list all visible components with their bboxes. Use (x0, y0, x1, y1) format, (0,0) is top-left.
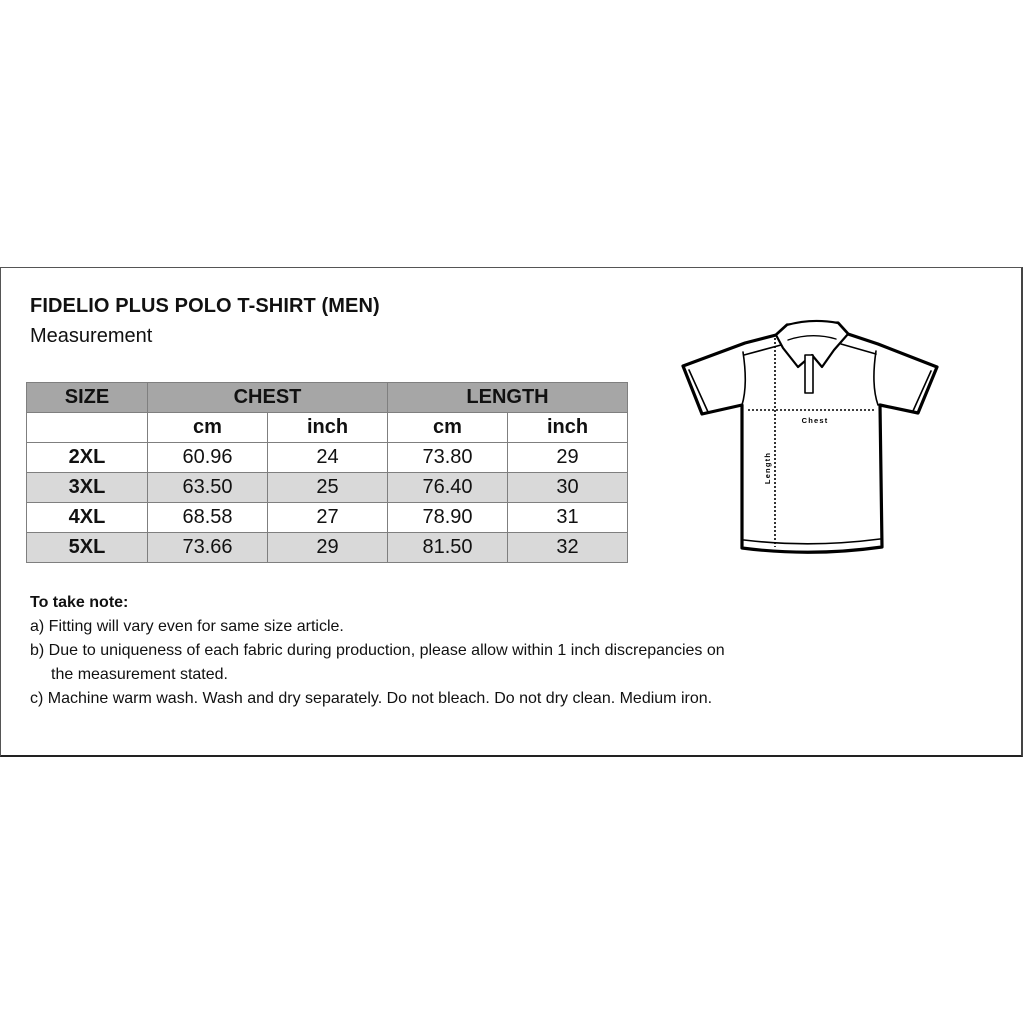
length-label: Length (763, 451, 772, 485)
size-cell: 2XL (27, 443, 148, 473)
notes-section (30, 591, 725, 711)
table-unit-row (27, 413, 628, 443)
chest-cm-cell: 63.50 (148, 473, 268, 503)
chest-cm-cell: 68.58 (148, 503, 268, 533)
unit-length-cm: cm (388, 413, 508, 443)
table-row (27, 533, 628, 563)
header-chest: CHEST (148, 383, 388, 413)
table-header-row (27, 383, 628, 413)
size-cell: 3XL (27, 473, 148, 503)
size-cell: 5XL (27, 533, 148, 563)
unit-chest-cm: cm (148, 413, 268, 443)
table-row (27, 473, 628, 503)
unit-chest-inch: inch (268, 413, 388, 443)
notes-heading: To take note: (30, 594, 129, 611)
length-inch-cell: 30 (508, 473, 628, 503)
note-item-b: b) Due to uniqueness of each fabric during production, please allow within 1 inch discrepancies on (30, 642, 725, 659)
header-length: LENGTH (388, 383, 628, 413)
chest-label: Chest (801, 416, 829, 425)
chest-cm-cell: 60.96 (148, 443, 268, 473)
table-row (27, 503, 628, 533)
header-size: SIZE (27, 383, 148, 413)
note-item-b-continued: the measurement stated. (51, 666, 228, 683)
length-cm-cell: 78.90 (388, 503, 508, 533)
table-row (27, 443, 628, 473)
unit-blank (27, 413, 148, 443)
note-item-a: a) Fitting will vary even for same size article. (30, 618, 344, 635)
chest-cm-cell: 73.66 (148, 533, 268, 563)
chest-inch-cell: 27 (268, 503, 388, 533)
polo-shirt-icon (670, 310, 950, 560)
chest-inch-cell: 24 (268, 443, 388, 473)
chest-inch-cell: 29 (268, 533, 388, 563)
note-item-c: c) Machine warm wash. Wash and dry separately. Do not bleach. Do not dry clean. Medium iron. (30, 690, 713, 707)
length-cm-cell: 81.50 (388, 533, 508, 563)
length-cm-cell: 73.80 (388, 443, 508, 473)
length-inch-cell: 32 (508, 533, 628, 563)
page-subtitle: Measurement (30, 325, 153, 347)
length-inch-cell: 31 (508, 503, 628, 533)
size-cell: 4XL (27, 503, 148, 533)
unit-length-inch: inch (508, 413, 628, 443)
length-inch-cell: 29 (508, 443, 628, 473)
page-title: FIDELIO PLUS POLO T-SHIRT (MEN) (30, 295, 380, 317)
size-table (26, 382, 628, 563)
length-cm-cell: 76.40 (388, 473, 508, 503)
chest-inch-cell: 25 (268, 473, 388, 503)
